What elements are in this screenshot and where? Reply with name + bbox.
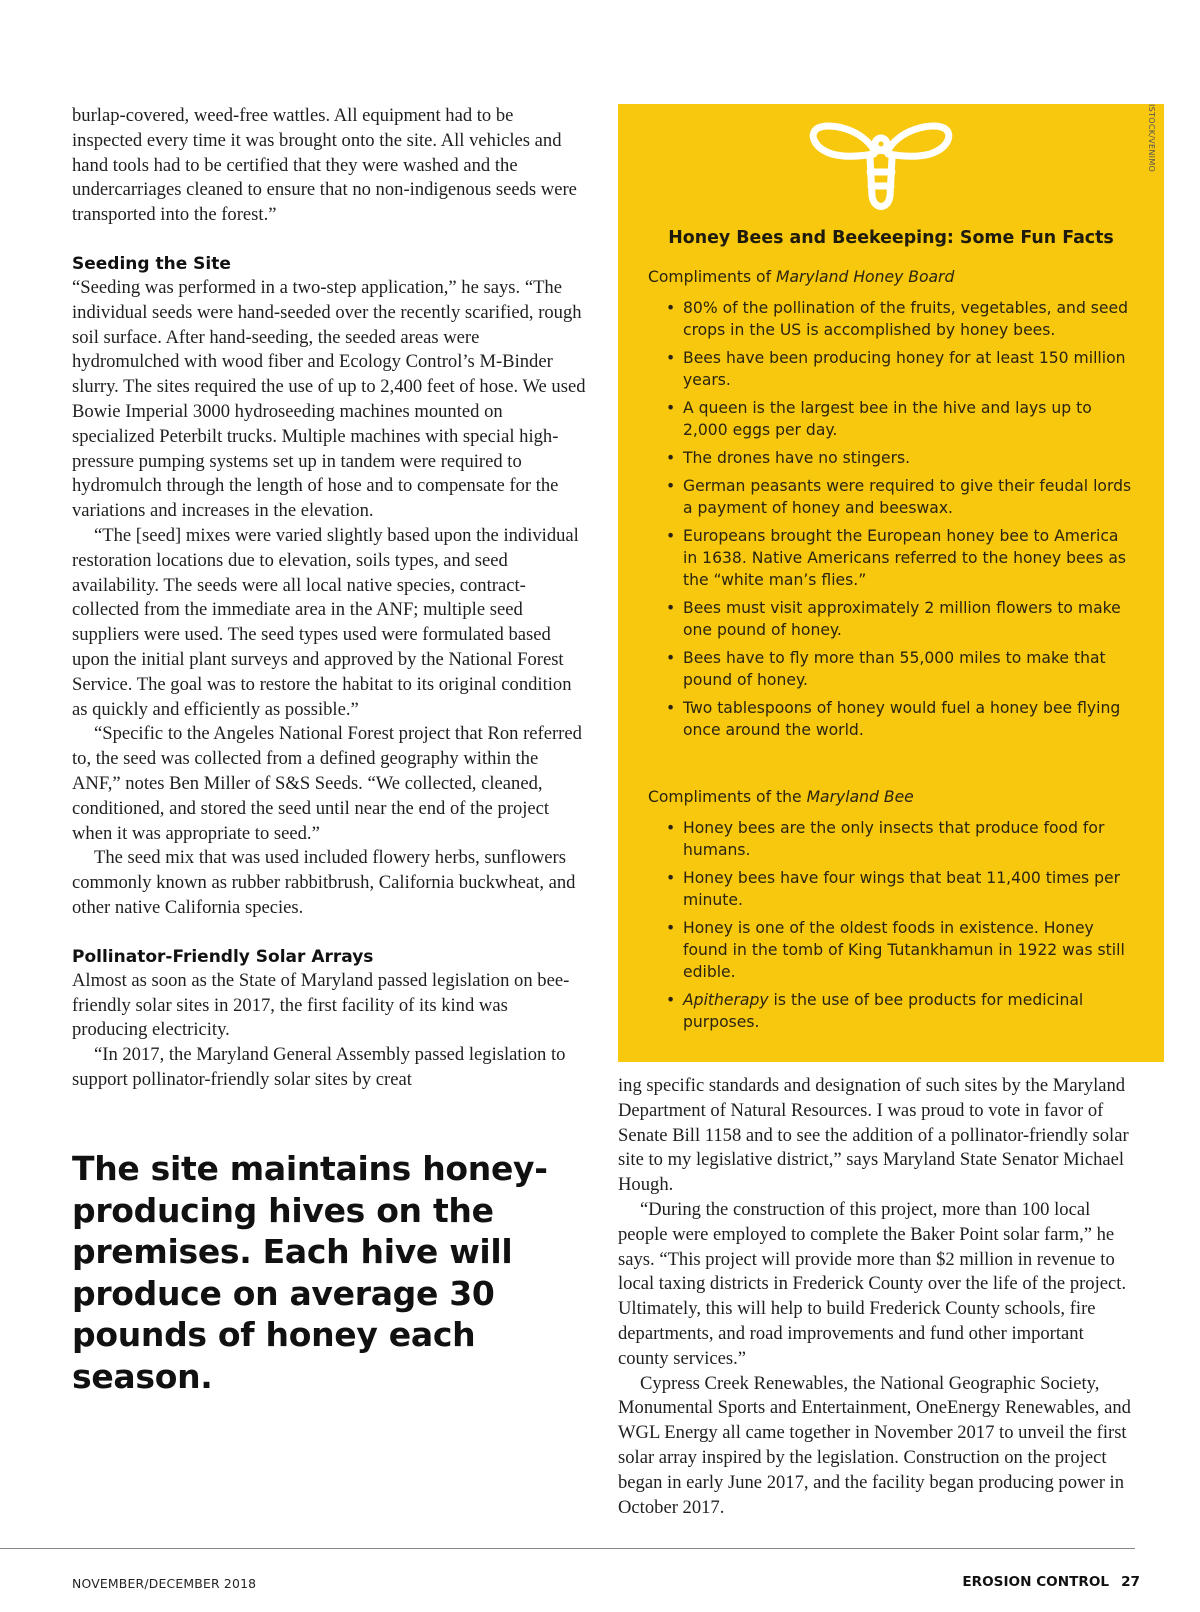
footer-issue: NOVEMBER/DECEMBER 2018 [72, 1576, 257, 1591]
paragraph: Almost as soon as the State of Maryland passed legislation on bee-friendly solar sites in 2017, the first facility of its kind was producing electricity. [72, 969, 570, 1041]
sidebar-title: Honey Bees and Beekeeping: Some Fun Facts [668, 228, 1114, 248]
list-item: • Bees have been producing honey for at least 150 million years. [666, 347, 1136, 391]
list-item: • A queen is the largest bee in the hive and lays up to 2,000 eggs per day. [666, 397, 1136, 441]
list-item: • The drones have no stingers. [666, 447, 1136, 469]
source-name: Maryland Honey Board [776, 268, 955, 286]
list-item: • Bees must visit approximately 2 million flowers to make one pound of honey. [666, 597, 1136, 641]
paragraph: Cypress Creek Renewables, the National Geographic Society, Monumental Sports and Entertainment, OneEnergy Renewables, and WGL Energy all came together in November 2017 to unveil the first solar array inspired by the legislation. Construction on the project began in early June 2017, and the facility began producing power in October 2017. [618, 1372, 1131, 1518]
list-item: • Honey is one of the oldest foods in existence. Honey found in the tomb of King Tutankhamun in 1922 was still edible. [666, 917, 1136, 983]
section-source-2: Compliments of the Maryland Bee [648, 788, 914, 806]
page-number: 27 [1121, 1574, 1140, 1590]
footer-divider [0, 1548, 1135, 1549]
magazine-name: EROSION CONTROL [962, 1574, 1110, 1590]
list-item: • Two tablespoons of honey would fuel a honey bee flying once around the world. [666, 697, 1136, 741]
pull-quote: The site maintains honey-producing hives on the premises. Each hive will produce on average 30 pounds of honey each season. [72, 1149, 548, 1396]
photo-credit: ISTOCK/VENIMO [1147, 104, 1156, 173]
paragraph: burlap-covered, weed-free wattles. All equipment had to be inspected every time it was brought onto the site. All vehicles and hand tools had to be certified that they were washed and the undercarriages cleaned to ensure that no non-indigenous seeds were transported into the forest.” [72, 105, 577, 226]
list-item: • German peasants were required to give their feudal lords a payment of honey and beeswax. [666, 475, 1136, 519]
paragraph: “Specific to the Angeles National Forest project that Ron referred to, the seed was collected from a defined geography within the ANF,” notes Ben Miller of S&S Seeds. “We collected, cleaned, conditioned, and stored the seed until near the end of the project when it was appropriate to seed.” [72, 723, 582, 844]
subheading-seeding: Seeding the Site [72, 253, 231, 274]
right-column [618, 1074, 1133, 1520]
list-item: • 80% of the pollination of the fruits, vegetables, and seed crops in the US is accomplished by honey bees. [666, 297, 1136, 341]
fun-facts-sidebar [618, 104, 1164, 1062]
list-item: • Honey bees are the only insects that produce food for humans. [666, 817, 1136, 861]
bee-icon [806, 118, 956, 228]
list-item: • Honey bees have four wings that beat 11,400 times per minute. [666, 867, 1136, 911]
subheading-pollinator: Pollinator-Friendly Solar Arrays [72, 946, 374, 967]
facts-list-1 [666, 297, 1136, 747]
paragraph: “The [seed] mixes were varied slightly based upon the individual restoration locations due to elevation, soils types, and seed availability. The seeds were all local native species, contract-collected from the immediate area in the ANF; multiple seed suppliers were used. The seed types used were formulated based upon the initial plant surveys and approved by the National Forest Service. The goal was to restore the habitat to its original condition as quickly and efficiently as possible.” [72, 524, 579, 720]
left-column [72, 104, 587, 1093]
paragraph: ing specific standards and designation of such sites by the Maryland Department of Natural Resources. I was proud to vote in favor of Senate Bill 1158 and to see the addition of a pollinator-friendly solar site to my legislative district,” says Maryland State Senator Michael Hough. [618, 1075, 1129, 1196]
paragraph: “During the construction of this project, more than 100 local people were employed to complete the Baker Point solar farm,” he says. “This project will provide more than $2 million in revenue to local taxing districts in Frederick County over the life of the project. Ultimately, this will help to build Frederick County schools, fire departments, and road improvements and fund other important county services.” [618, 1198, 1127, 1369]
paragraph: “Seeding was performed in a two-step application,” he says. “The individual seeds were hand-seeded over the recently scarified, rough soil surface. After hand-seeding, the seeded areas were hydromulched with wood fiber and Ecology Control’s M-Binder slurry. The sites required the use of up to 2,400 feet of hose. We used Bowie Imperial 3000 hydroseeding machines mounted on specialized Peterbilt trucks. Multiple machines with special high-pressure pumping systems set up in tandem were required to hydromulch through the length of hose and to compensate for the variations and increases in the elevation. [72, 276, 586, 522]
paragraph: “In 2017, the Maryland General Assembly passed legislation to support pollinator-friendly solar sites by creat [72, 1044, 566, 1090]
list-item: • Bees have to fly more than 55,000 miles to make that pound of honey. [666, 647, 1136, 691]
facts-list-2 [666, 817, 1136, 1039]
section-source-1: Compliments of Maryland Honey Board [648, 268, 955, 286]
list-item: • Apitherapy is the use of bee products for medicinal purposes. [666, 989, 1136, 1033]
source-name: Maryland Bee [806, 788, 914, 806]
paragraph: The seed mix that was used included flowery herbs, sunflowers commonly known as rubber rabbitbrush, California buckwheat, and other native California species. [72, 847, 576, 918]
footer-magazine [962, 1574, 1140, 1590]
list-item: • Europeans brought the European honey bee to America in 1638. Native Americans referred to the honey bees as the “white man’s flies.” [666, 525, 1136, 591]
